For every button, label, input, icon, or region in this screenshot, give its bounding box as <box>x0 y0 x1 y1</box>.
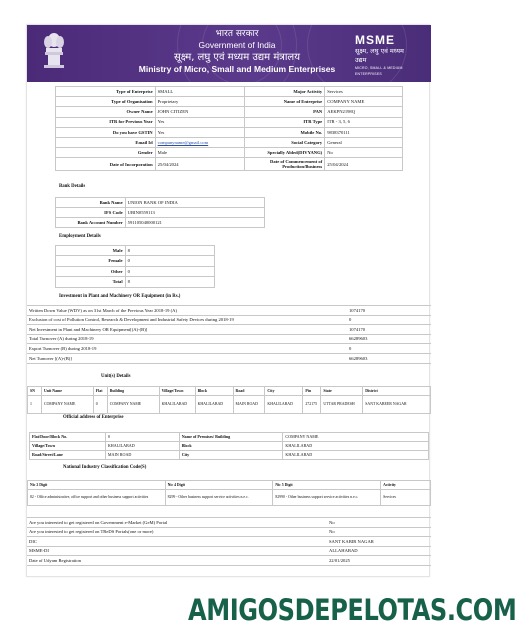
field-label: Road/Street/Lane <box>30 451 106 460</box>
table-cell: Services <box>381 490 431 506</box>
table-cell: KHALILABAD <box>265 396 303 414</box>
field-value: Proprietary <box>155 97 245 107</box>
table-cell: COMPANY NAME <box>41 396 93 414</box>
field-value: MAIN ROAD <box>105 451 179 460</box>
field-label: PAN <box>245 107 325 117</box>
table-row <box>56 137 403 147</box>
certificate-banner <box>27 25 431 82</box>
column-header: City <box>265 387 303 396</box>
field-value: General <box>325 137 403 147</box>
field-label: MSME-DI <box>27 546 327 556</box>
field-label: Female <box>56 256 126 266</box>
column-header: Block <box>195 387 233 396</box>
table-row <box>27 315 431 325</box>
column-header: State <box>321 387 363 396</box>
field-value: 0 <box>125 266 214 276</box>
field-label: Date of Commencement of Production/Business <box>245 158 325 171</box>
field-label: ITR Type <box>245 117 325 127</box>
field-label: Specially Abled(DIVYANG) <box>245 148 325 158</box>
field-label: Type of Organisation <box>56 97 156 107</box>
field-value: 0 <box>125 256 214 266</box>
field-label: Mobile No. <box>245 127 325 137</box>
unit-details-table <box>27 386 431 414</box>
table-cell: COMPANY NAME <box>107 396 159 414</box>
field-value: 0 <box>105 433 179 442</box>
msme-logo-hindi: सूक्ष्म, लघु एवं मध्यम उद्यम <box>355 47 404 64</box>
table-row <box>56 117 403 127</box>
field-label: Village/Town <box>30 442 106 451</box>
table-row <box>56 158 403 171</box>
table-header-row <box>28 481 431 490</box>
table-cell: KHALILABAD <box>159 396 195 414</box>
field-label: Gender <box>56 148 156 158</box>
field-label: Net Investment in Plant and Machinery OR Equipment[(A)-(B)] <box>27 325 347 335</box>
official-address-table <box>29 432 429 460</box>
field-label: Written Down Value (WDV) as on 31st March of the Previous Year 2018-19 (A) <box>27 306 347 316</box>
bank-details-table <box>55 197 265 228</box>
field-value: KHALILABAD <box>283 442 429 451</box>
field-label: Other <box>56 266 126 276</box>
gov-english: Government of India <box>198 40 276 50</box>
table-row <box>27 556 431 566</box>
field-value: 1074170 <box>347 325 431 335</box>
gov-hindi: भारत सरकार <box>215 29 259 39</box>
table-row <box>56 266 215 276</box>
nic-heading: National Industry Classification Code(S) <box>63 465 147 470</box>
employment-details-table <box>55 245 215 288</box>
table-row <box>56 148 403 158</box>
email-link[interactable]: companyname@gmail.com <box>157 139 209 145</box>
field-label: Owner Name <box>56 107 156 117</box>
field-label: Date of Udyam Registration <box>27 556 327 566</box>
ministry-hindi: सूक्ष्म, लघु एवं मध्यम उद्यम मंत्रालय <box>174 52 300 63</box>
table-row <box>30 451 429 460</box>
field-value: SANT KABIR NAGAR <box>327 537 431 547</box>
table-header-row <box>28 387 431 396</box>
table-row <box>27 344 431 354</box>
table-row <box>56 246 215 256</box>
table-row <box>56 198 265 208</box>
field-value: COMPANY NAME <box>283 433 429 442</box>
column-header: SN <box>28 387 42 396</box>
field-value: Yes <box>155 117 245 127</box>
field-value: 25/04/2024 <box>155 158 245 171</box>
table-row <box>27 527 431 537</box>
column-header: Flat <box>93 387 107 396</box>
table-cell: 272175 <box>303 396 321 414</box>
table-row <box>56 256 215 266</box>
field-label: Are you interested to get registered on TReDS Portals(one or more) <box>27 527 327 537</box>
table-row <box>27 353 431 363</box>
field-label: Name of Enterprise <box>245 97 325 107</box>
field-value: 25/04/2024 <box>325 158 403 171</box>
field-value: 9838370111 <box>325 127 403 137</box>
field-label: Net Turnover [(A)-(B)] <box>27 353 347 363</box>
investment-table <box>27 305 431 364</box>
field-label: Name of Premises/ Building <box>179 433 283 442</box>
field-label: Bank Account Number <box>56 218 126 228</box>
registration-misc-table <box>27 517 431 566</box>
field-label: Email Id <box>56 137 156 147</box>
table-row <box>27 546 431 556</box>
unit-details-heading: Unit(s) Details <box>101 374 131 379</box>
field-value: 0 <box>347 344 431 354</box>
field-label: Type of Enterprise <box>56 87 156 97</box>
investment-heading: Investment in Plant and Machinery OR Equipment (in Rs.) <box>59 294 181 299</box>
enterprise-details-table <box>55 86 403 171</box>
table-row <box>27 325 431 335</box>
column-header: Village/Town <box>159 387 195 396</box>
column-header: District <box>363 387 431 396</box>
column-header: Nic 4 Digit <box>165 481 273 490</box>
table-cell: 82990 - Other business support service activities n.e.c. <box>273 490 381 506</box>
table-row <box>56 127 403 137</box>
field-label: City <box>179 451 283 460</box>
field-label: IFS Code <box>56 208 126 218</box>
field-value: 66289603 <box>347 334 431 344</box>
field-label: Export Turnover (B) during 2018-19 <box>27 344 347 354</box>
msme-logo-mark: MSME <box>355 33 395 47</box>
official-address-heading: Official address of Enterprise <box>63 415 124 420</box>
field-label: Major Activity <box>245 87 325 97</box>
field-label: DIC <box>27 537 327 547</box>
column-header: Road <box>233 387 265 396</box>
table-row <box>27 334 431 344</box>
field-value: 0 <box>347 315 431 325</box>
field-label: Exclusion of cost of Pollution Control, Research & Development and Industrial Safety Devices during 2018-19 <box>27 315 347 325</box>
field-value <box>155 137 245 147</box>
column-header: Building <box>107 387 159 396</box>
field-value: No <box>327 527 431 537</box>
table-row <box>56 87 403 97</box>
msme-logo <box>355 34 417 77</box>
field-label: ITR for Previous Year <box>56 117 156 127</box>
table-row <box>56 107 403 117</box>
table-cell: 82 - Office administrative, office support and other business support activities <box>28 490 166 506</box>
column-header: Activity <box>381 481 431 490</box>
table-row <box>28 396 431 414</box>
field-label: Flat/Door/Block No. <box>30 433 106 442</box>
table-row <box>30 433 429 442</box>
table-row <box>27 306 431 316</box>
field-value: 8 <box>125 246 214 256</box>
field-value: KHALILABAD <box>283 451 429 460</box>
column-header: Nic 2 Digit <box>28 481 166 490</box>
field-value: No <box>325 148 403 158</box>
field-label: Bank Name <box>56 198 126 208</box>
site-watermark: AMIGOSDEPELOTAS.COM <box>188 593 516 627</box>
table-row <box>56 97 403 107</box>
field-value: 1074170 <box>347 306 431 316</box>
field-value: COMPANY NAME <box>325 97 403 107</box>
table-row <box>56 277 215 287</box>
field-label: Total <box>56 277 126 287</box>
table-row <box>27 537 431 547</box>
field-value: Services <box>325 87 403 97</box>
bank-details-heading: Bank Details <box>59 184 86 189</box>
field-label: Block <box>179 442 283 451</box>
column-header: Unit Name <box>41 387 93 396</box>
field-value: UNION BANK OF INDIA <box>125 198 264 208</box>
national-emblem-icon <box>41 31 67 71</box>
table-cell: UTTAR PRADESH <box>321 396 363 414</box>
field-value: 66289603 <box>347 353 431 363</box>
column-header: Pin <box>303 387 321 396</box>
field-value: 591105040000121 <box>125 218 264 228</box>
government-title <box>117 29 357 75</box>
ministry-english: Ministry of Micro, Small and Medium Enterprises <box>138 64 336 74</box>
field-label: Male <box>56 246 126 256</box>
certificate-sheet <box>26 24 430 577</box>
field-label: Social Category <box>245 137 325 147</box>
table-row <box>30 442 429 451</box>
field-value: UBIN0559113 <box>125 208 264 218</box>
field-label: Total Turnover (A) during 2018-19 <box>27 334 347 344</box>
nic-codes-table <box>27 480 431 506</box>
employment-details-heading: Employment Details <box>59 234 101 239</box>
field-value: 8 <box>125 277 214 287</box>
field-value: Male <box>155 148 245 158</box>
field-value: ALLAHABAD <box>327 546 431 556</box>
field-label: Are you interested to get registered on Government e-Market (GeM) Portal <box>27 518 327 528</box>
table-cell: KHALILABAD <box>195 396 233 414</box>
field-value: SMALL <box>155 87 245 97</box>
table-cell: 0 <box>93 396 107 414</box>
field-value: AEKPN2198Q <box>325 107 403 117</box>
table-cell: MAIN ROAD <box>233 396 265 414</box>
msme-logo-subtitle: MICRO, SMALL & MEDIUM ENTERPRISES <box>355 66 403 76</box>
field-label: Date of Incorporation <box>56 158 156 171</box>
field-value: KHALILABAD <box>105 442 179 451</box>
table-cell: 8299 - Other business support service activities n.e.c. <box>165 490 273 506</box>
table-row <box>56 208 265 218</box>
field-value: Yes <box>155 127 245 137</box>
field-value: 22/01/2025 <box>327 556 431 566</box>
column-header: Nic 5 Digit <box>273 481 381 490</box>
table-row <box>27 518 431 528</box>
field-value: No <box>327 518 431 528</box>
field-value: JOHN CITIZEN <box>155 107 245 117</box>
table-cell: SANT KABEER NAGAR <box>363 396 431 414</box>
field-value: ITR - 3, 5, 6 <box>325 117 403 127</box>
table-cell: 1 <box>28 396 42 414</box>
table-row <box>28 490 431 506</box>
field-label: Do you have GSTIN <box>56 127 156 137</box>
table-row <box>56 218 265 228</box>
